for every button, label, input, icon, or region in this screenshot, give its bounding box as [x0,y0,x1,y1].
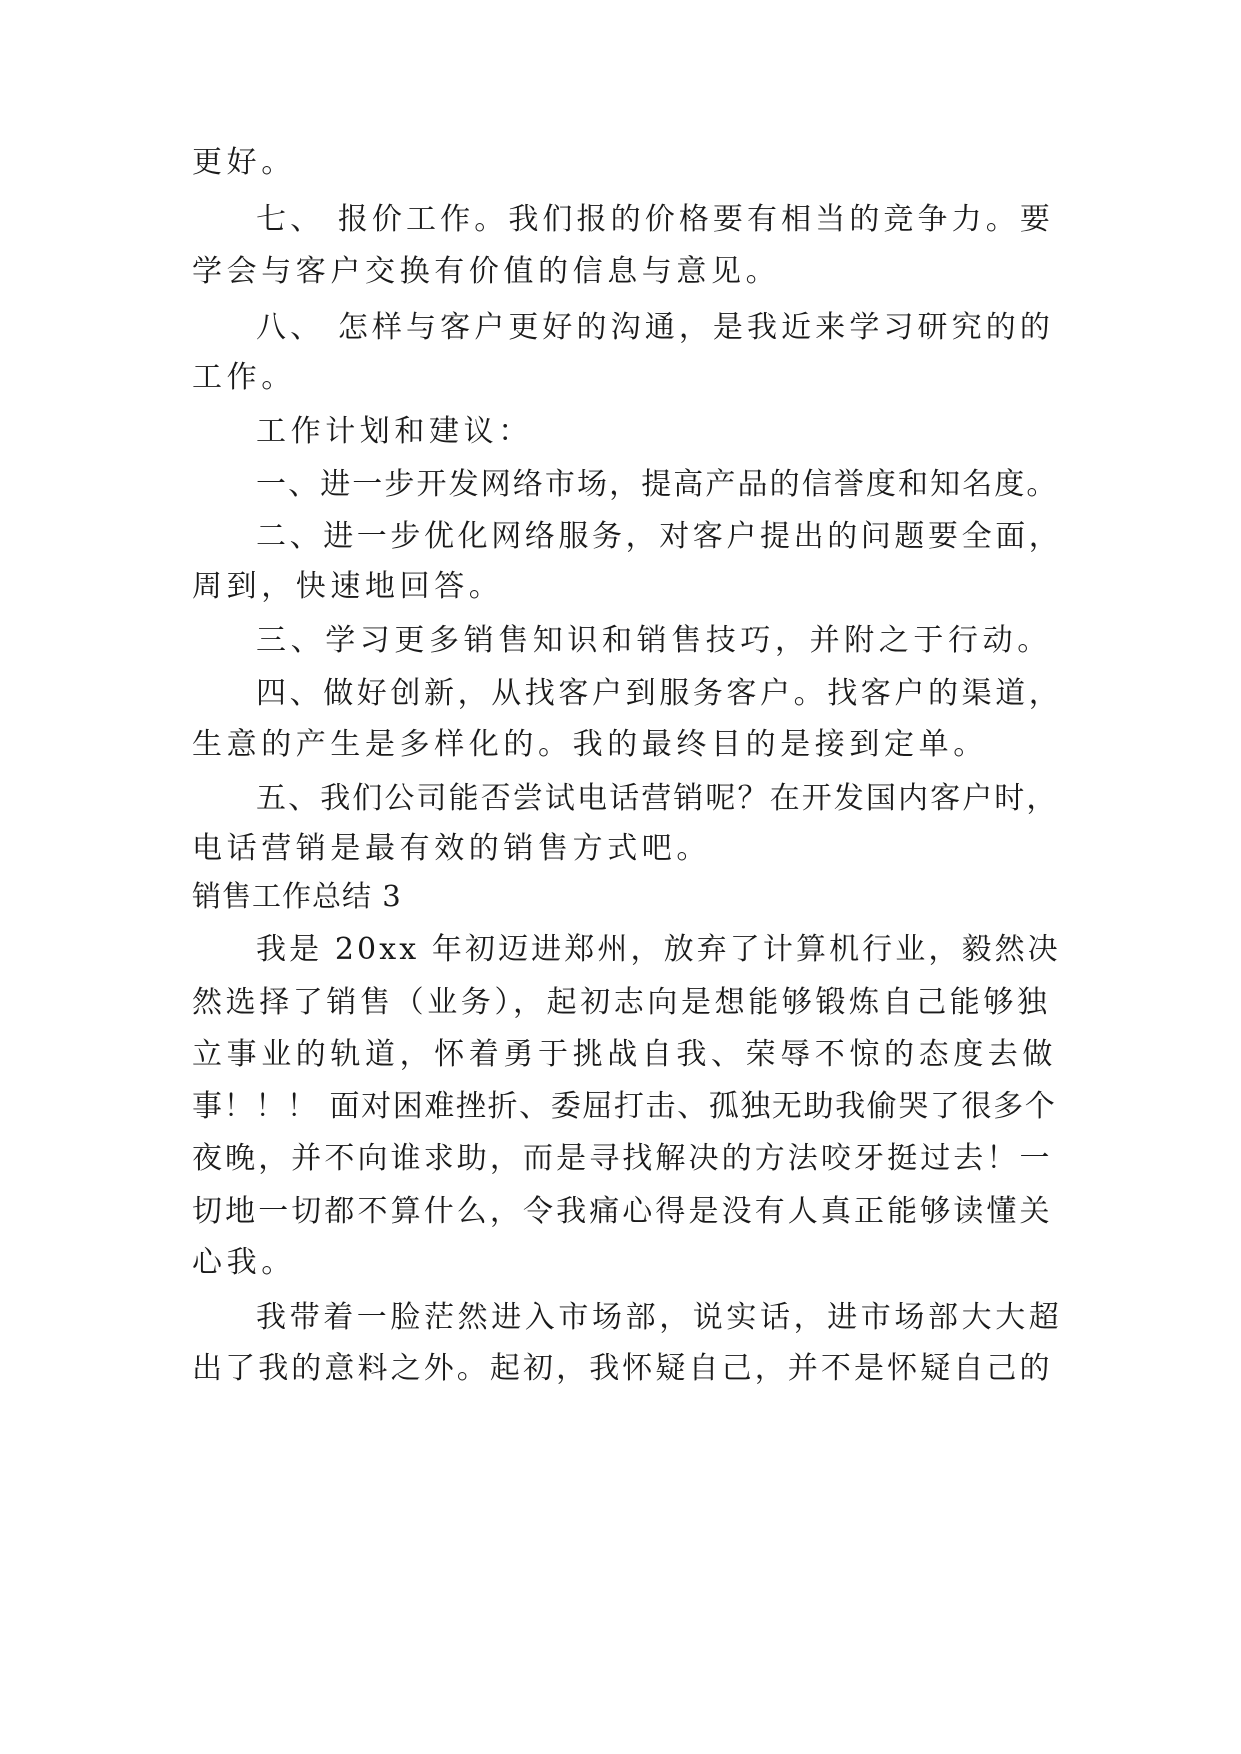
text-line: 学会与客户交换有价值的信息与意见。 [192,254,781,289]
text-line: 工作。 [192,360,296,395]
text-line: 电话营销是最有效的销售方式吧。 [192,831,711,866]
text-line: 三、学习更多销售知识和销售技巧，并附之于行动。 [256,623,1052,658]
text-line: 更好。 [192,145,296,180]
text-line: 四、做好创新，从找客户到服务客户。找客户的渠道， [256,676,1063,711]
section-heading: 销售工作总结 3 [192,879,402,913]
text-line: 二、进一步优化网络服务，对客户提出的问题要全面， [256,519,1063,554]
text-line: 切地一切都不算什么，令我痛心得是没有人真正能够读懂关 [192,1194,1053,1229]
text-line: 立事业的轨道，怀着勇于挑战自我、荣辱不惊的态度去做 [192,1037,1057,1072]
text-line: 周到，快速地回答。 [192,569,504,604]
text-line: 出了我的意料之外。起初，我怀疑自己，并不是怀疑自己的 [192,1351,1053,1386]
text-line: 五、我们公司能否尝试电话营销呢？在开发国内客户时， [256,781,1059,816]
text-line: 生意的产生是多样化的。我的最终目的是接到定单。 [192,727,988,762]
text-line: 工作计划和建议： [256,414,533,449]
text-line: 心我。 [192,1245,296,1280]
text-line: 然选择了销售（业务），起初志向是想能够锻炼自己能够独 [192,985,1051,1020]
text-line: 七、 报价工作。我们报的价格要有相当的竞争力。要 [256,202,1054,237]
text-line: 夜晚，并不向谁求助，而是寻找解决的方法咬牙挺过去！一 [192,1141,1053,1176]
text-line: 八、 怎样与客户更好的沟通，是我近来学习研究的的 [256,310,1054,345]
text-line: 一、进一步开发网络市场，提高产品的信誉度和知名度。 [256,467,1059,502]
text-line: 我是 20xx 年初迈进郑州，放弃了计算机行业，毅然决 [256,932,1061,967]
text-line: 事！！！ 面对困难挫折、委屈打击、孤独无助我偷哭了很多个 [192,1089,1057,1124]
text-line: 我带着一脸茫然进入市场部，说实话，进市场部大大超 [256,1300,1063,1335]
